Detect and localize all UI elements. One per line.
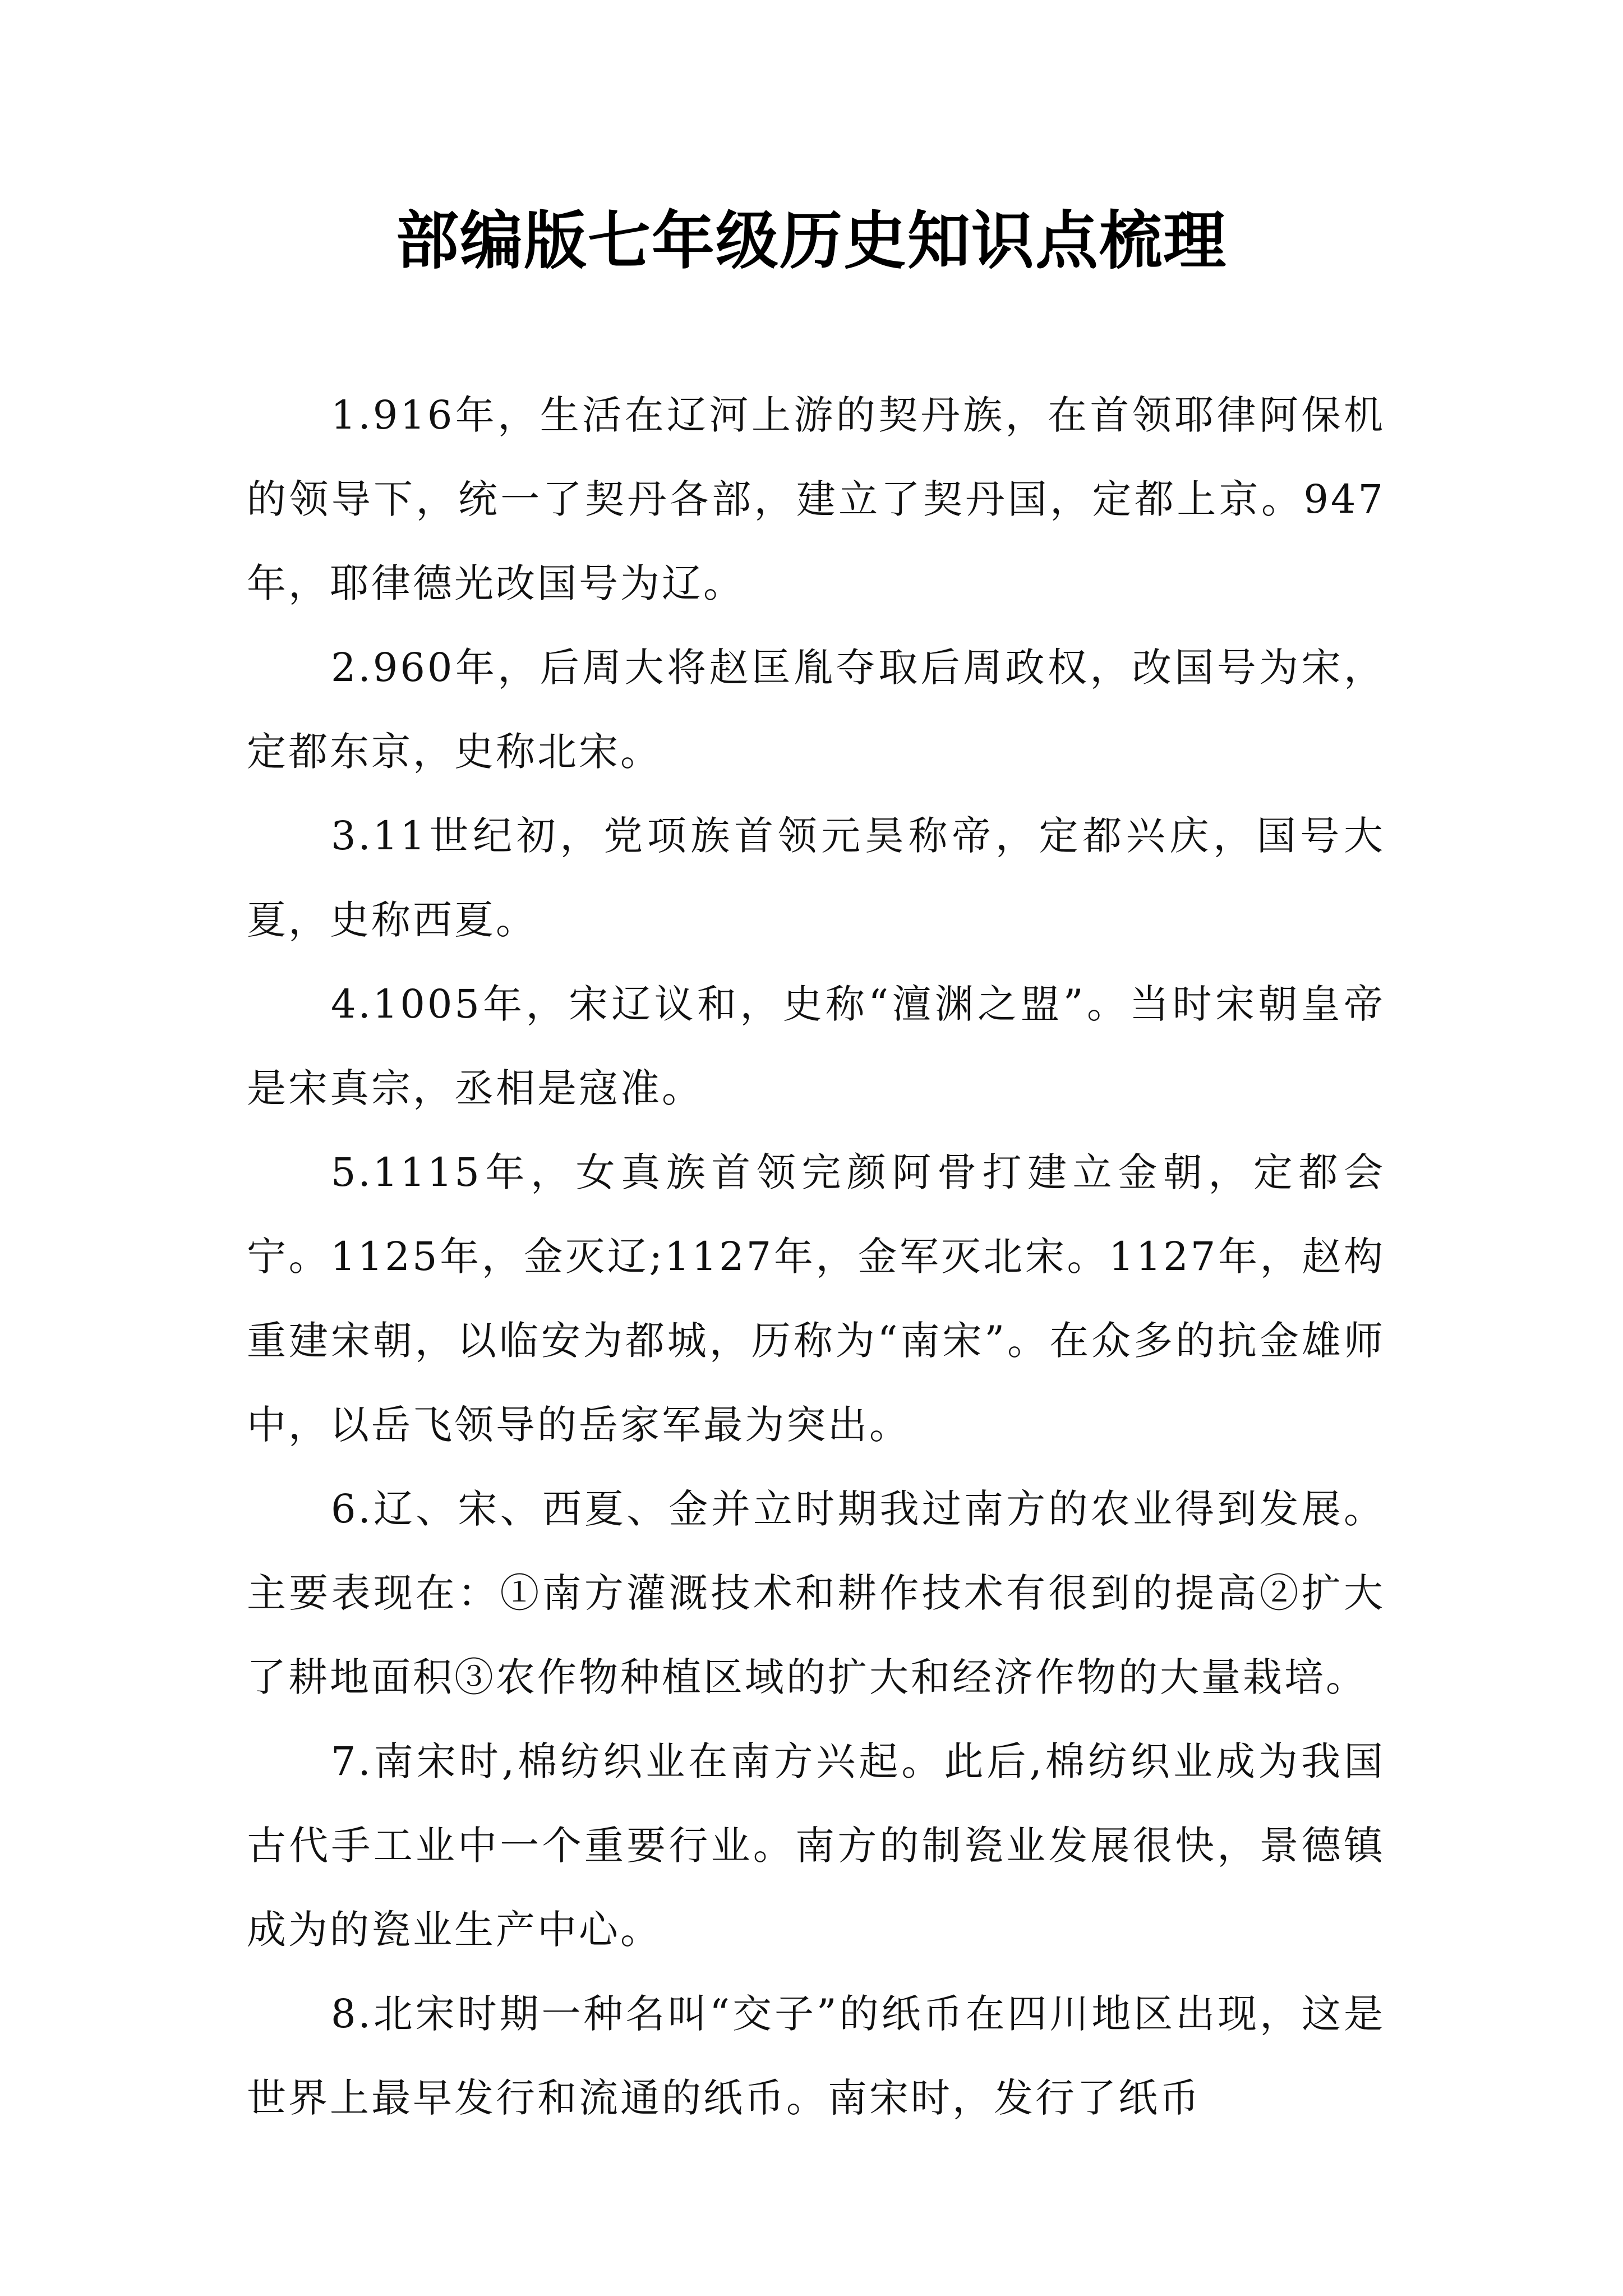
page-title: 部编版七年级历史知识点梳理: [396, 205, 1227, 278]
paragraph-2: 2.960年，后周大将赵匡胤夺取后周政权，改国号为宋，定都东京，史称北宋。: [247, 645, 1385, 775]
paragraph-6: 6.辽、宋、西夏、金并立时期我过南方的农业得到发展。主要表现在：①南方灌溉技术和耕作技术有很到的提高②扩大了耕地面积③农作物种植区域的扩大和经济作物的大量栽培。: [247, 1486, 1385, 1700]
paragraph-7: 7.南宋时,棉纺织业在南方兴起。此后,棉纺织业成为我国古代手工业中一个重要行业。南方的制瓷业发展很快，景德镇成为的瓷业生产中心。: [247, 1738, 1385, 1953]
paragraph-4: 4.1005年，宋辽议和，史称“澶渊之盟”。当时宋朝皇帝是宋真宗，丞相是寇准。: [247, 981, 1385, 1111]
paragraph-3: 3.11世纪初，党项族首领元昊称帝，定都兴庆，国号大夏，史称西夏。: [247, 813, 1385, 943]
paragraph-8: 8.北宋时期一种名叫“交子”的纸币在四川地区出现，这是世界上最早发行和流通的纸币。南宋时，发行了纸币: [247, 1991, 1385, 2121]
paragraph-5: 5.1115年，女真族首领完颜阿骨打建立金朝，定都会宁。1125年，金灭辽;1127年，金军灭北宋。1127年，赵构重建宋朝，以临安为都城，历称为“南宋”。在众多的抗金雄师中，以岳飞领导的岳家军最为突出。: [247, 1149, 1385, 1448]
document-body: [247, 373, 1385, 2140]
paragraph-1: 1.916年，生活在辽河上游的契丹族，在首领耶律阿保机的领导下，统一了契丹各部，建立了契丹国，定都上京。947年，耶律德光改国号为辽。: [247, 392, 1385, 606]
